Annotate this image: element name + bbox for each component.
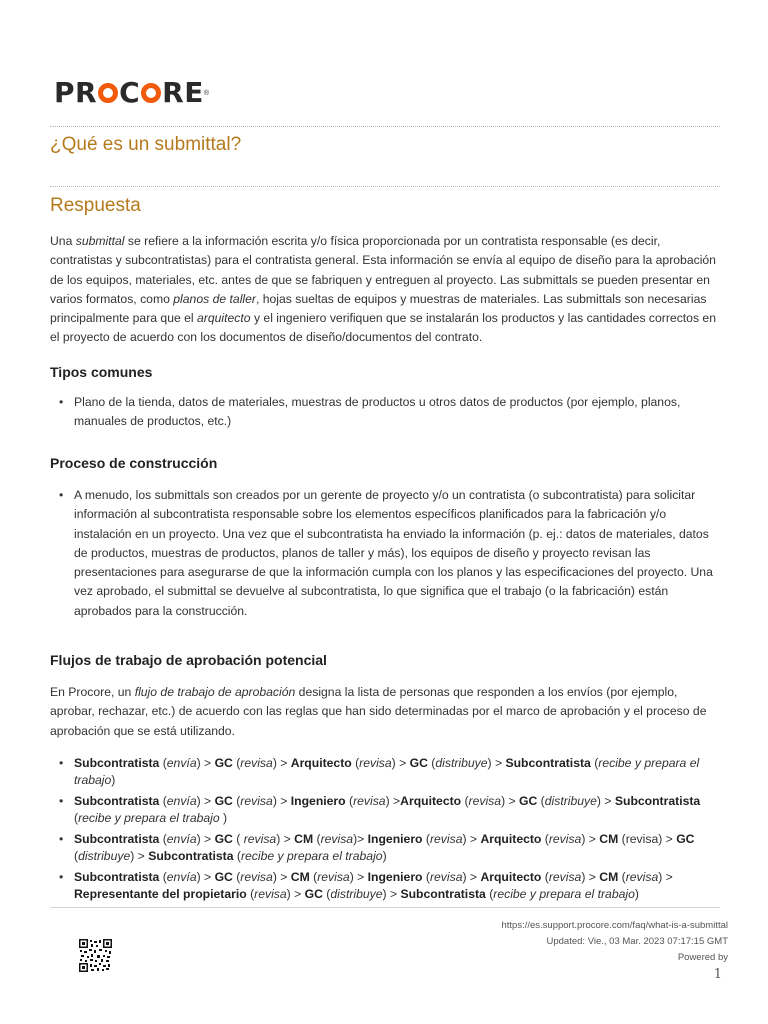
logo-o-ring xyxy=(98,83,118,103)
logo-o-ring xyxy=(141,83,161,103)
workflow-item: • Subcontratista (envía) > GC (revisa) > Ingeniero (revisa) >Arquitecto (revisa) > GC (distribuye) > Subcontratista (recibe y prepara el trabajo ) xyxy=(50,793,716,826)
answer-heading: Respuesta xyxy=(50,195,141,216)
section-heading-proceso: Proceso de construcción xyxy=(50,455,218,471)
footer-divider xyxy=(50,907,720,908)
divider xyxy=(50,186,720,187)
workflow-item: • Subcontratista (envía) > GC (revisa) > Arquitecto (revisa) > GC (distribuye) > Subcontratista (recibe y prepara el trabajo) xyxy=(50,755,716,788)
registered-mark: ® xyxy=(203,89,210,97)
qr-code-icon xyxy=(79,939,112,972)
procore-logo xyxy=(54,78,209,108)
divider xyxy=(50,126,720,127)
page-number: 1 xyxy=(713,967,722,982)
answer-paragraph: Una submittal se refiere a la información escrita y/o física proporcionada por un contratista responsable (es decir, contratistas y subcontratistas) para el contratista general. Esta información se envía al equipo de diseño para la aprobación de los equipos, materiales, etc. antes de que se fabriquen y entreguen al proyecto. Las submittals se pueden presentar en varios formatos, como planos de taller, hojas sueltas de equipos y muestras de materiales. Las submittals son necesarias principalmente para que el arquitecto y el ingeniero verifiquen que se instalarán los productos y las cantidades correctos en el proyecto de acuerdo con los documentos de diseño/documentos del contrato. xyxy=(50,234,716,345)
workflow-item: • Subcontratista (envía) > GC (revisa) > CM (revisa) > Ingeniero (revisa) > Arquitecto (revisa) > CM (revisa) > Representante del propietario (revisa) > GC (distribuye) > Subcontratista (recibe y prepara el trabajo) xyxy=(50,869,716,902)
list-item: • A menudo, los submittals son creados por un gerente de proyecto y/o un contratista (o subcontratista) para solicitar información al subcontratista responsable sobre los elementos específicos planificados para la fabricación y/o instalación en un proyecto. Una vez que el subcontratista ha enviado la información (p. ej.: datos de materiales, datos de productos, muestras de productos, planos de taller y más), los equipos de diseño y proyecto revisan las presentaciones para asegurarse de que la información cumpla con los planos y las especificaciones del proyecto. Una vez aprobado, el submittal se devuelve al subcontratista, lo que significa que el trabajo (o la fabricación) están aprobados para la construcción. xyxy=(50,486,716,621)
footer-updated: Updated: Vie., 03 Mar. 2023 07:17:15 GMT xyxy=(546,936,728,947)
footer-powered-by: Powered by xyxy=(677,952,728,963)
workflow-item: • Subcontratista (envía) > GC ( revisa) > CM (revisa)> Ingeniero (revisa) > Arquitecto (revisa) > CM (revisa) > GC (distribuye) > Subcontratista (recibe y prepara el trabajo) xyxy=(50,831,716,864)
footer-url[interactable]: https://es.support.procore.com/faq/what-is-a-submittal xyxy=(501,920,728,931)
section-heading-tipos: Tipos comunes xyxy=(50,364,153,380)
list-item: • Plano de la tienda, datos de materiales, muestras de productos u otros datos de productos (por ejemplo, planos, manuales de productos, etc.) xyxy=(50,393,716,432)
page-title: ¿Qué es un submittal? xyxy=(50,134,242,155)
proceso-list xyxy=(50,486,716,621)
workflow-list xyxy=(50,755,716,907)
tipos-list xyxy=(50,393,716,432)
logo-wordmark: PR C RE xyxy=(54,76,204,109)
flujos-paragraph: En Procore, un flujo de trabajo de aprobación designa la lista de personas que responden a los envíos (por ejemplo, aprobar, rechazar, etc.) de acuerdo con las reglas que han sido determinadas por el marco de aprobación y el proceso de aprobación que se está utilizando. xyxy=(50,685,707,738)
section-heading-flujos: Flujos de trabajo de aprobación potencial xyxy=(50,652,327,668)
